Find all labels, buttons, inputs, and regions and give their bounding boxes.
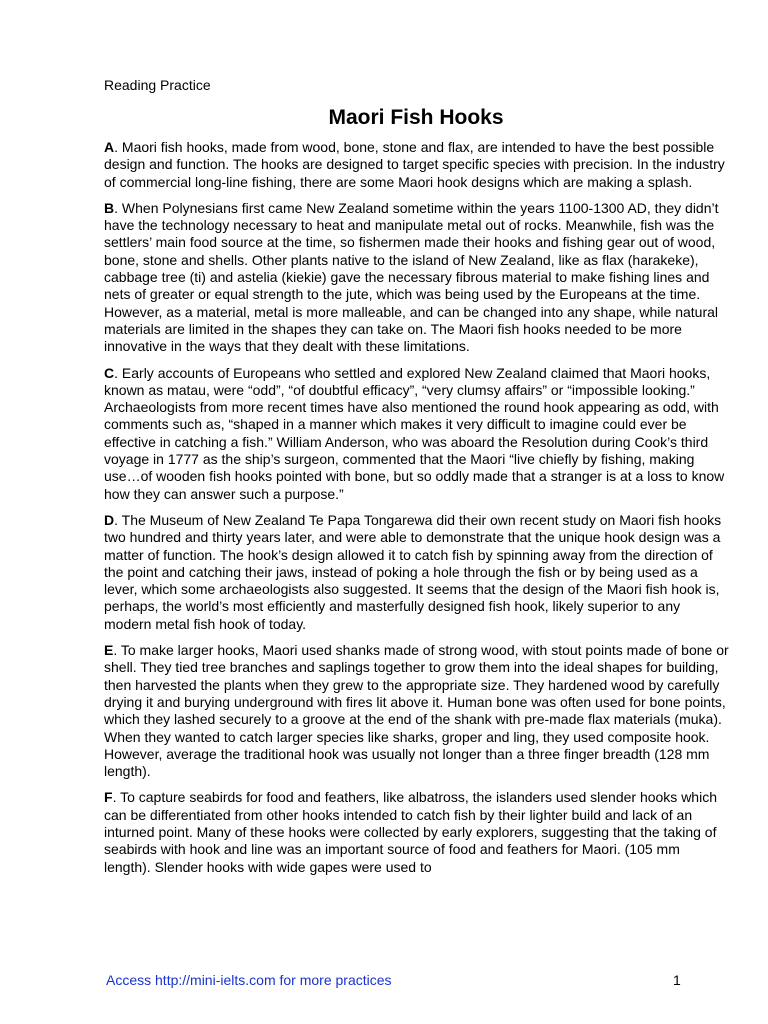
paragraph-f [104, 789, 730, 875]
paragraph-d [104, 512, 730, 633]
paragraph-letter: F [104, 789, 113, 806]
paragraph-c [104, 365, 730, 503]
page-number: 1 [673, 972, 681, 988]
article-body [104, 139, 730, 885]
document-title: Maori Fish Hooks [328, 106, 504, 129]
paragraph-letter: C [104, 364, 115, 381]
paragraph-e [104, 642, 730, 780]
paragraph-b [104, 200, 730, 356]
footer-link[interactable]: Access http://mini-ielts.com for more practices [106, 972, 392, 988]
paragraph-letter: E [104, 642, 114, 659]
paragraph-text: . When Polynesians first came New Zealand sometime within the years 1100-1300 AD, they didn’t have the technology necessary to heat and manipulate metal out of rocks. Meanwhile, fish was the settlers’ main food source at the time, so fishermen made their hooks and fishing gear out of wood, bone, stone and shells. Other plants native to the island of New Zealand, like as flax (harakeke), cabbage tree (ti) and astelia (kiekie) gave the necessary fibrous material to make fishing lines and nets of greater or equal strength to the jute, which was being used by the Europeans at the time. However, as a material, metal is more malleable, and can be changed into any shape, while natural materials are limited in the shapes they can take on. The Maori fish hooks needed to be more innovative in the ways that they dealt with these limitations. [104, 199, 719, 355]
paragraph-text: . The Museum of New Zealand Te Papa Tongarewa did their own recent study on Maori fish hooks two hundred and thirty years later, and were able to demonstrate that the unique hook design was a matter of function. The hook’s design allowed it to catch fish by spinning away from the direction of the point and catching their jaws, instead of poking a hole through the fish or by being used as a lever, which some archaeologists also suggested. It seems that the design of the Maori fish hook is, perhaps, the world’s most efficiently and masterfully designed fish hook, likely superior to any modern metal fish hook of today. [104, 511, 722, 632]
paragraph-a [104, 139, 730, 191]
paragraph-letter: B [104, 199, 115, 216]
paragraph-letter: A [104, 139, 115, 155]
paragraph-text: . Maori fish hooks, made from wood, bone, stone and flax, are intended to have the best possible design and function. The hooks are designed to target specific species with precision. In the industry of commercial long-line fishing, there are some Maori hook designs which are making a splash. [104, 139, 725, 190]
header-label: Reading Practice [104, 77, 211, 93]
paragraph-text: . Early accounts of Europeans who settled and explored New Zealand claimed that Maori hooks, known as matau, were “odd”, “of doubtful efficacy”, “very clumsy affairs” or “impossible looking.” Archaeologists from more recent times have also mentioned the round hook appearing as odd, with comments such as, “shaped in a manner which makes it very difficult to imagine could ever be effective in catching a fish.” William Anderson, who was aboard the Resolution during Cook’s third voyage in 1777 as the ship’s surgeon, commented that the Maori “live chiefly by fishing, making use…of wooden fish hooks pointed with bone, but so oddly made that a stranger is at a loss to know how they can answer such a purpose.” [104, 364, 725, 502]
paragraph-letter: D [104, 511, 115, 528]
paragraph-text: . To capture seabirds for food and feathers, like albatross, the islanders used slender hooks which can be differentiated from other hooks intended to catch fish by their lighter build and lack of an inturned point. Many of these hooks were collected by early explorers, suggesting that the taking of seabirds with hook and line was an important source of food and feathers for Maori. (105 mm length). Slender hooks with wide gapes were used to [104, 789, 717, 875]
paragraph-text: . To make larger hooks, Maori used shanks made of strong wood, with stout points made of bone or shell. They tied tree branches and saplings together to grow them into the ideal shapes for building, then harvested the plants when they grew to the appropriate size. They hardened wood by carefully drying it and burying underground with fires lit above it. Human bone was often used for bone points, which they lashed securely to a groove at the end of the shank with pre-made flax materials (muka). When they wanted to catch larger species like sharks, groper and ling, they used composite hook. However, average the traditional hook was usually not longer than a three finger breadth (128 mm length). [104, 642, 729, 780]
